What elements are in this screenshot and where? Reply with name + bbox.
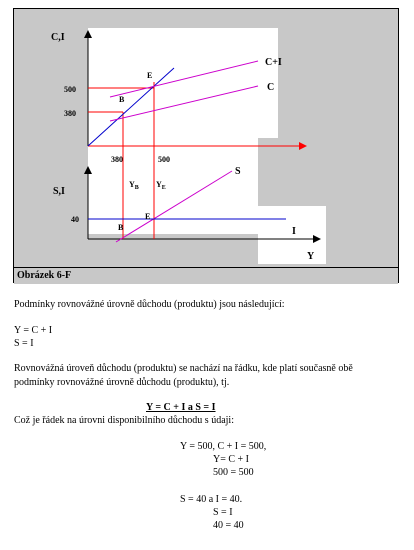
equation-y-c-i: Y = C + I [14, 325, 53, 336]
value-500-label: 500 [64, 85, 76, 94]
paragraph-conditions: Podmínky rovnovážné úrovně důchodu (produktu) jsou následující: [14, 299, 285, 310]
point-e-top: E [147, 71, 153, 80]
paragraph-disposable-income: Což je řádek na úrovni disponibilního důchodu s údaji: [14, 415, 234, 426]
yb-main: Y [129, 180, 135, 189]
yb-sub: B [134, 185, 139, 191]
point-e-bottom: E [145, 212, 151, 221]
result-line-1: Y = 500, C + I = 500, [180, 441, 267, 452]
paragraph-equilibrium-line2: podmínky rovnovážné úrovně důchodu (produktu), tj. [14, 377, 230, 388]
result-line-2: Y= C + I [213, 454, 250, 465]
equilibrium-diagram [14, 9, 400, 284]
si-axis-label: S,I [53, 186, 65, 197]
figure-caption: Obrázek 6-F [14, 267, 398, 284]
point-b-bottom: B [118, 223, 124, 232]
result-line-4: S = 40 a I = 40. [180, 494, 243, 505]
ci-axis-label: C,I [51, 32, 65, 43]
equation-s-i: S = I [14, 338, 34, 349]
point-b-top: B [119, 95, 125, 104]
x-500-label: 500 [158, 155, 170, 164]
c-label: C [267, 82, 275, 93]
top-panel [88, 28, 278, 138]
result-line-5: S = I [213, 507, 233, 518]
value-380-label: 380 [64, 109, 76, 118]
key-equation: Y = C + I a S = I [146, 402, 216, 413]
y-axis-label: Y [307, 251, 315, 262]
paragraph-equilibrium-line1: Rovnovážná úroveň důchodu (produktu) se nachází na řádku, kde platí současně obě [14, 363, 353, 374]
value-40-label: 40 [71, 215, 79, 224]
x-380-label: 380 [111, 155, 123, 164]
i-label: I [292, 226, 296, 237]
s-label: S [235, 166, 241, 177]
result-line-6: 40 = 40 [213, 520, 244, 531]
mid-panel [88, 138, 258, 234]
ye-main: Y [156, 180, 162, 189]
figure-frame [13, 8, 399, 283]
result-line-3: 500 = 500 [213, 467, 254, 478]
ye-sub: E [161, 185, 166, 191]
c-plus-i-label: C+I [265, 57, 282, 68]
